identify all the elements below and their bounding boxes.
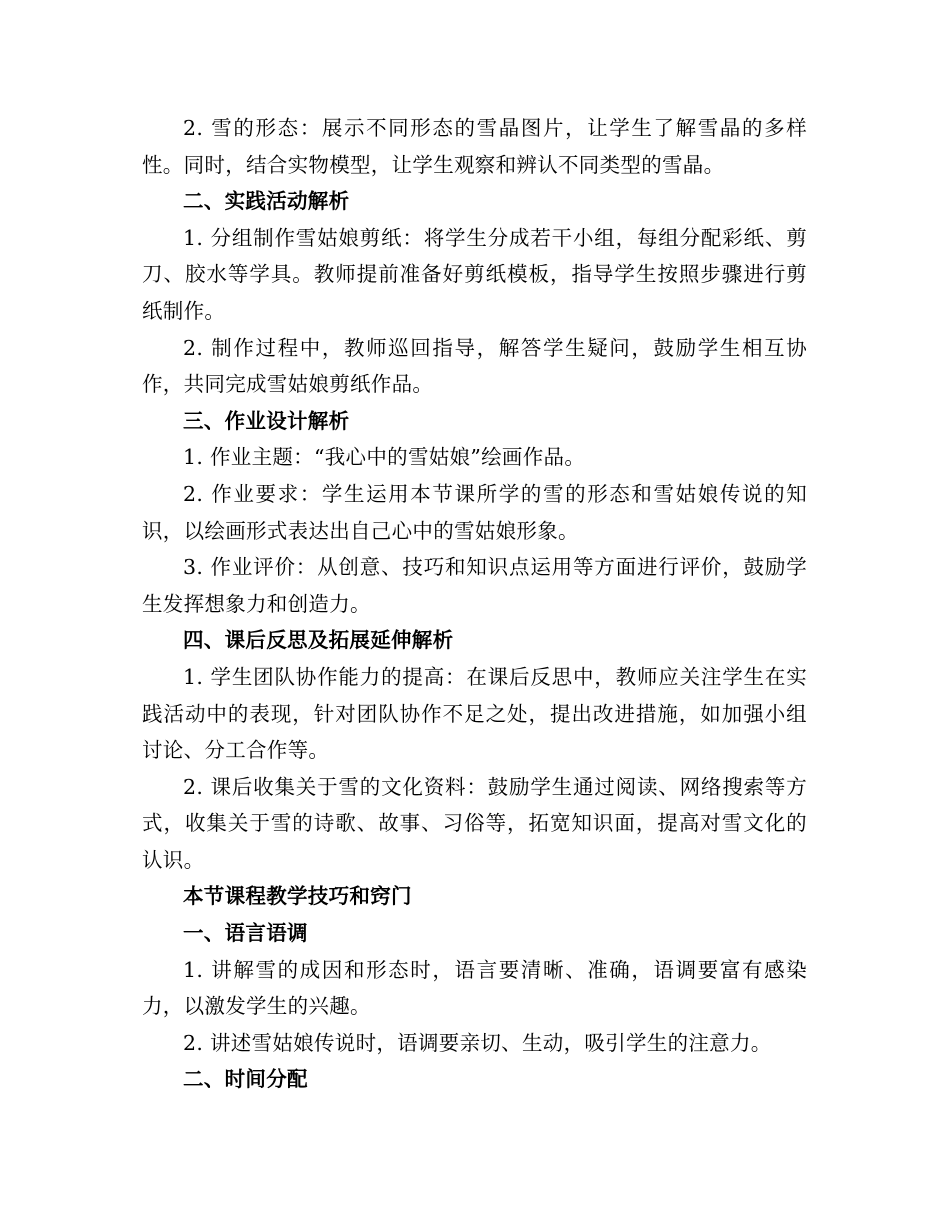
paragraph-snow-forms: 2. 雪的形态：展示不同形态的雪晶图片，让学生了解雪晶的多样性。同时，结合实物模型，让学生观察和辨认不同类型的雪晶。 (142, 116, 807, 177)
paragraph-production-process: 2. 制作过程中，教师巡回指导，解答学生疑问，鼓励学生相互协作，共同完成雪姑娘剪纸作品。 (142, 335, 807, 397)
section-heading-reflection-extension: 四、课后反思及拓展延伸解析 (183, 628, 454, 653)
paragraph-tell-legend: 2. 讲述雪姑娘传说时，语调要亲切、生动，吸引学生的注意力。 (183, 1030, 772, 1055)
section-heading-practice-activity: 二、实践活动解析 (183, 189, 350, 214)
paragraph-homework-theme: 1. 作业主题：“我心中的雪姑娘”绘画作品。 (183, 445, 586, 470)
paragraph-homework-requirements: 2. 作业要求：学生运用本节课所学的雪的形态和雪姑娘传说的知识，以绘画形式表达出自己心中的雪姑娘形象。 (142, 481, 807, 543)
section-heading-teaching-tips: 本节课程教学技巧和窍门 (183, 884, 412, 909)
paragraph-explain-formation: 1. 讲解雪的成因和形态时，语言要清晰、准确，语调要富有感染力，以激发学生的兴趣。 (142, 957, 807, 1019)
paragraph-culture-materials: 2. 课后收集关于雪的文化资料：鼓励学生通过阅读、网络搜索等方式，收集关于雪的诗歌、故事、习俗等，拓宽知识面，提高对雪文化的认识。 (142, 774, 807, 872)
section-heading-time-allocation: 二、时间分配 (183, 1067, 308, 1092)
section-heading-homework-design: 三、作业设计解析 (183, 408, 350, 433)
paragraph-homework-evaluation: 3. 作业评价：从创意、技巧和知识点运用等方面进行评价，鼓励学生发挥想象力和创造力。 (142, 555, 807, 616)
document-body (142, 110, 807, 1098)
paragraph-group-papercut: 1. 分组制作雪姑娘剪纸：将学生分成若干小组，每组分配彩纸、剪刀、胶水等学具。教师提前准备好剪纸模板，指导学生按照步骤进行剪纸制作。 (142, 225, 807, 323)
section-heading-language-tone: 一、语言语调 (183, 921, 308, 946)
paragraph-teamwork: 1. 学生团队协作能力的提高：在课后反思中，教师应关注学生在实践活动中的表现，针对团队协作不足之处，提出改进措施，如加强小组讨论、分工合作等。 (142, 664, 807, 763)
